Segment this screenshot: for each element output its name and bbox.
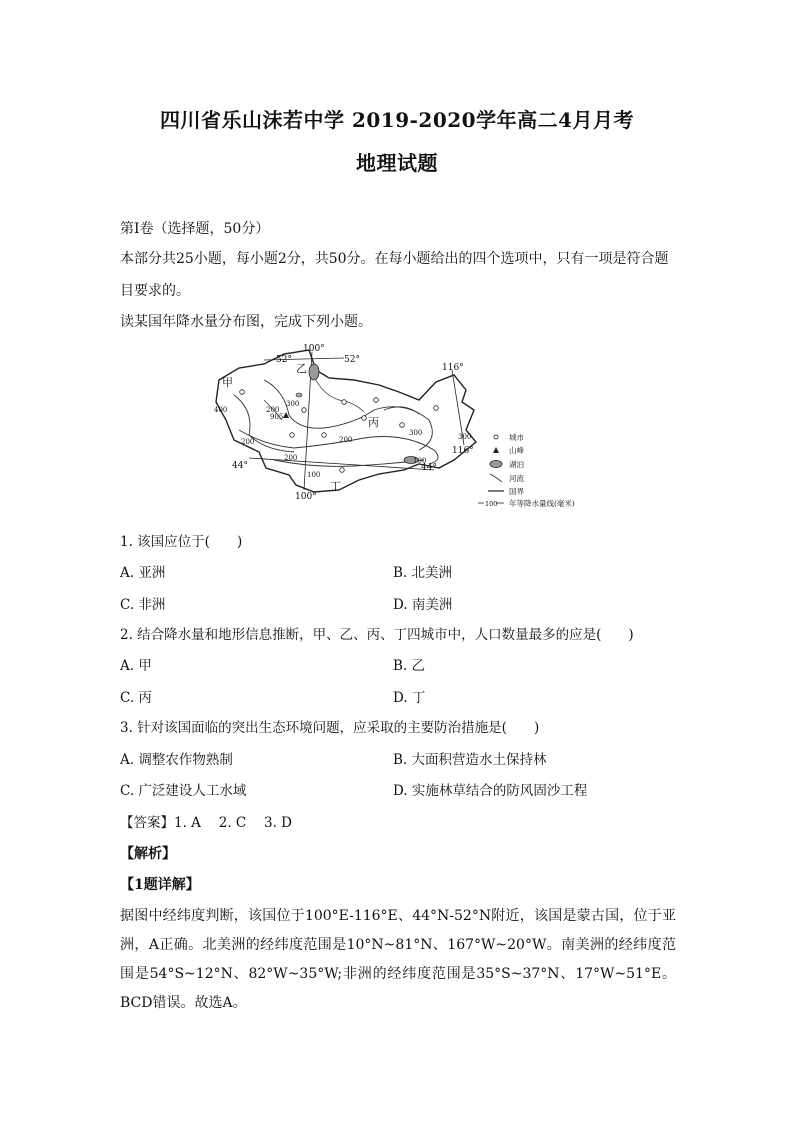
question-1-option-b: B. 北美洲: [393, 565, 453, 581]
section-heading: 第Ⅰ卷（选择题，50分）: [120, 221, 270, 237]
city-label-jia: 甲: [222, 376, 233, 389]
svg-text:湖泊: 湖泊: [509, 460, 524, 469]
svg-text:300: 300: [409, 429, 423, 437]
svg-text:河流: 河流: [509, 474, 524, 483]
city-label-yi: 乙: [296, 362, 307, 375]
lat-label-left: 44°: [232, 461, 248, 471]
precipitation-map: [204, 340, 604, 510]
q1-analysis-heading: 【1题详解】: [120, 877, 200, 893]
svg-text:国界: 国界: [509, 487, 524, 496]
question-2-option-d: D. 丁: [393, 690, 426, 706]
peak-height-label: 905: [270, 413, 284, 421]
map-legend: [478, 432, 575, 508]
svg-text:400: 400: [214, 406, 228, 414]
city-label-ding: 丁: [330, 480, 341, 493]
question-3-option-c: C. 广泛建设人工水域: [120, 783, 247, 799]
svg-text:100: 100: [485, 500, 498, 508]
svg-text:200: 200: [266, 406, 280, 414]
question-1-option-a: A. 亚洲: [120, 565, 166, 581]
svg-text:100: 100: [413, 457, 427, 465]
svg-text:山峰: 山峰: [509, 446, 524, 455]
document-subtitle: 地理试题: [356, 151, 438, 175]
question-2-option-a: A. 甲: [120, 658, 152, 674]
svg-text:300: 300: [458, 433, 472, 441]
question-1-option-d: D. 南美洲: [393, 597, 453, 613]
question-1-stem: 1. 该国应位于( ): [120, 534, 243, 550]
country-border: [216, 350, 476, 492]
question-3-option-a: A. 调整农作物熟制: [120, 752, 233, 768]
lon-label-right-bottom: 116°: [452, 446, 474, 456]
lat-label-top-right: 52°: [344, 355, 360, 365]
lon-label-bottom: 100°: [295, 492, 317, 502]
svg-text:100: 100: [307, 471, 321, 479]
instruction-line-1: 本部分共25小题，每小题2分，共50分。在每小题给出的四个选项中，只有一项是符合题: [120, 251, 669, 267]
question-3-option-d: D. 实施林草结合的防风固沙工程: [393, 783, 588, 799]
lon-label-right-top: 116°: [442, 363, 464, 373]
svg-text:200: 200: [284, 454, 298, 462]
svg-text:城市: 城市: [509, 433, 524, 442]
answer-key: 【答案】1. A 2. C 3. D: [120, 815, 292, 831]
question-2-stem: 2. 结合降水量和地形信息推断，甲、乙、丙、丁四城市中，人口数量最多的应是( ): [120, 627, 634, 643]
document-title: 四川省乐山沫若中学 2019-2020学年高二4月月考: [159, 108, 634, 132]
lat-label-top-left: 52°: [276, 355, 292, 365]
lat-label-right: 44°: [421, 463, 437, 473]
q1-analysis-text: 据图中经纬度判断，该国位于100°E-116°E、44°N-52°N附近，该国是蒙古国，位于亚洲，A正确。北美洲的经纬度范围是10°N~81°N、167°W~20°W。南美洲的经纬度范围是54°S~12°N、82°W~35°W;非洲的经纬度范围是35°S~37°N、17°W~51°E。BCD错误。故选A。: [120, 908, 676, 1011]
analysis-heading: 【解析】: [120, 846, 176, 862]
question-lead: 读某国年降水量分布图，完成下列小题。: [120, 314, 372, 330]
svg-text:年等降水量线(毫米): 年等降水量线(毫米): [509, 499, 575, 508]
svg-text:200: 200: [241, 438, 255, 446]
city-label-bing: 丙: [368, 416, 379, 429]
question-3-stem: 3. 针对该国面临的突出生态环境问题，应采取的主要防治措施是( ): [120, 720, 540, 736]
question-2-option-b: B. 乙: [393, 658, 426, 674]
lon-label-top: 100°: [303, 344, 325, 354]
svg-text:200: 200: [339, 436, 353, 444]
svg-text:300: 300: [286, 400, 300, 408]
question-3-option-b: B. 大面积营造水土保持林: [393, 752, 547, 768]
question-1-option-c: C. 非洲: [120, 597, 166, 613]
question-2-option-c: C. 丙: [120, 690, 152, 706]
instruction-line-2: 目要求的。: [120, 283, 190, 299]
